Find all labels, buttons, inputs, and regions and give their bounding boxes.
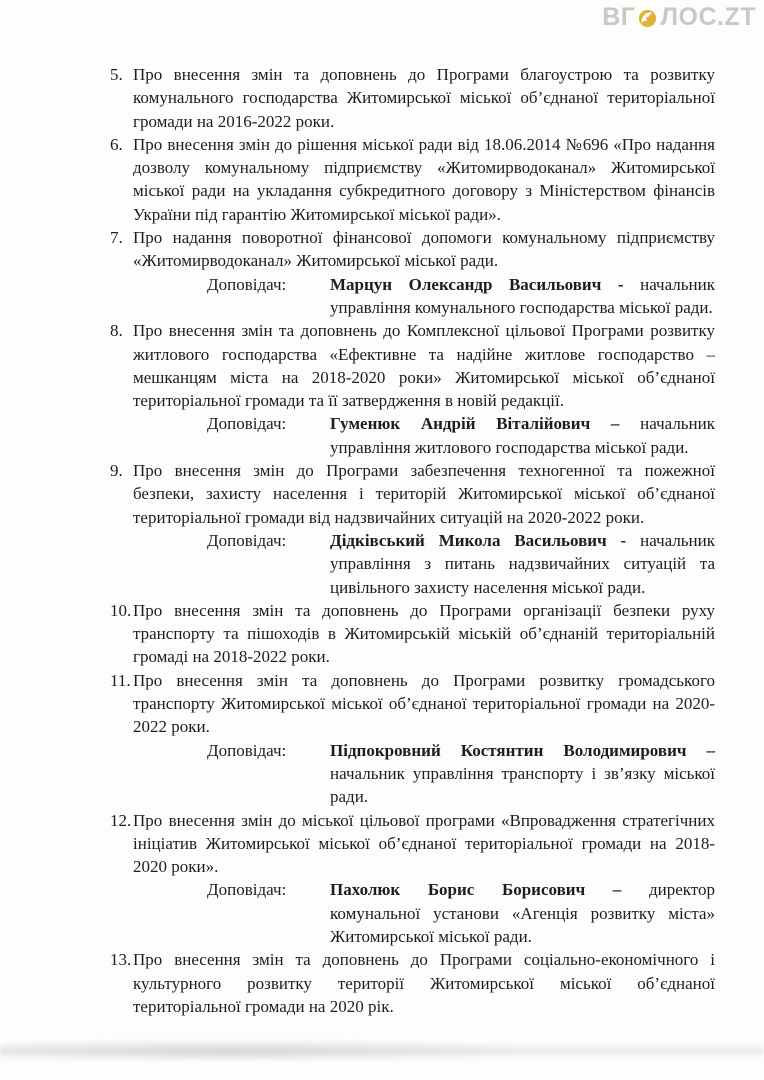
speaker-block-12: [207, 878, 715, 948]
agenda-item-7: [110, 226, 715, 273]
speaker-name: Гуменюк Андрій Віталійович –: [330, 414, 620, 434]
item-number: 11.: [110, 670, 131, 690]
speaker-label: Доповідач:: [207, 880, 287, 900]
speaker-label: Доповідач:: [207, 530, 287, 550]
logo-text-suffix: ЛОС.ZT: [660, 3, 756, 31]
speaker-label: Доповідач:: [207, 414, 287, 434]
scanned-page-bottom-edge: [0, 1040, 764, 1060]
speaker-role: начальник управління транспорту і зв’язку міської ради.: [330, 763, 715, 807]
item-text: Про внесення змін та доповнень до Комплексної цільової Програми розвитку житлового господарства «Ефективне та надійне житлове господарство – мешканцям міста на 2018-2020 роки» Житомирської міської об’єднаної територіальної громади та її затвердження в новій редакції.: [133, 321, 715, 411]
agenda-item-13: [110, 948, 715, 1018]
speaker-role: директор комунальної установи «Агенція розвитку міста» Житомирської міської ради.: [330, 880, 715, 946]
speaker-role: начальник управління з питань надзвичайних ситуацій та цивільного захисту населення міської ради.: [330, 530, 716, 597]
item-number: 8.: [110, 321, 123, 341]
item-number: 7.: [110, 228, 123, 248]
logo-text-prefix: ВГ: [602, 3, 636, 31]
sound-spiral-icon: [636, 6, 659, 29]
agenda-item-6: [110, 133, 715, 226]
speaker-name: Дідківський Микола Васильович -: [330, 530, 627, 550]
item-text: Про внесення змін до рішення міської ради від 18.06.2014 №696 «Про надання дозволу комунальному підприємству «Житомирводоканал» Житомирської міської ради на укладання субкредитного договору з Міністерством фінансів України під гарантію Житомирської міської ради».: [133, 134, 715, 224]
agenda-item-12: [110, 809, 715, 879]
speaker-block-7: [207, 273, 715, 320]
speaker-role: начальник управління комунального господарства міської ради.: [330, 274, 715, 317]
speaker-block-8: [207, 412, 715, 459]
item-number: 5.: [110, 65, 123, 84]
agenda-item-9: [110, 459, 715, 529]
agenda-item-11: [110, 669, 715, 739]
item-number: 10.: [110, 600, 132, 620]
speaker-name: Марцун Олександр Васильович -: [330, 274, 624, 294]
speaker-content: [330, 878, 715, 948]
agenda-item-5: [110, 63, 715, 133]
item-number: 12.: [110, 810, 132, 830]
item-text: Про внесення змін до Програми забезпечення техногенної та пожежної безпеки, захисту населення і територій Житомирської міської об’єднаної територіальної громади від надзвичайних ситуацій на 2020-2022 роки.: [133, 461, 715, 527]
agenda-list: [110, 63, 715, 1018]
item-text: Про внесення змін та доповнень до Програми благоустрою та розвитку комунального господарства Житомирської міської об’єднаної територіальної громади на 2016-2022 роки.: [133, 65, 715, 131]
speaker-content: [330, 529, 715, 599]
speaker-label: Доповідач:: [207, 740, 287, 760]
item-number: 13.: [110, 950, 132, 970]
speaker-content: [330, 412, 715, 459]
item-text: Про внесення змін та доповнень до Програми соціально-економічного і культурного розвитку території Житомирської міської об’єднаної територіальної громади на 2020 рік.: [133, 950, 715, 1016]
site-watermark-logo: [602, 3, 756, 31]
item-number: 9.: [110, 461, 123, 481]
item-text: Про внесення змін та доповнень до Програми організації безпеки руху транспорту та пішоходів в Житомирській міській об’єднаній територіальній громаді на 2018-2022 роки.: [133, 600, 715, 667]
item-number: 6.: [110, 134, 123, 154]
item-text: Про внесення змін до міської цільової програми «Впровадження стратегічних ініціатив Житомирської міської об’єднаної територіальної громади на 2018-2020 роки».: [133, 810, 715, 877]
item-text: Про внесення змін та доповнень до Програми розвитку громадського транспорту Житомирської міської об’єднаної територіальної громади на 2020-2022 роки.: [133, 670, 715, 737]
speaker-role: начальник управління житлового господарства міської ради.: [330, 414, 716, 457]
agenda-item-8: [110, 319, 715, 412]
speaker-name: Пахолюк Борис Борисович –: [330, 880, 622, 900]
speaker-content: [330, 739, 715, 809]
speaker-block-11: [207, 739, 715, 809]
speaker-content: [330, 273, 715, 320]
speaker-name: Підпокровний Костянтин Володимирович –: [330, 740, 715, 760]
item-text: Про надання поворотної фінансової допомоги комунальному підприємству «Житомирводоканал» Житомирської міської ради.: [133, 228, 715, 271]
speaker-block-9: [207, 529, 715, 599]
agenda-item-10: [110, 599, 715, 669]
speaker-label: Доповідач:: [207, 274, 287, 294]
